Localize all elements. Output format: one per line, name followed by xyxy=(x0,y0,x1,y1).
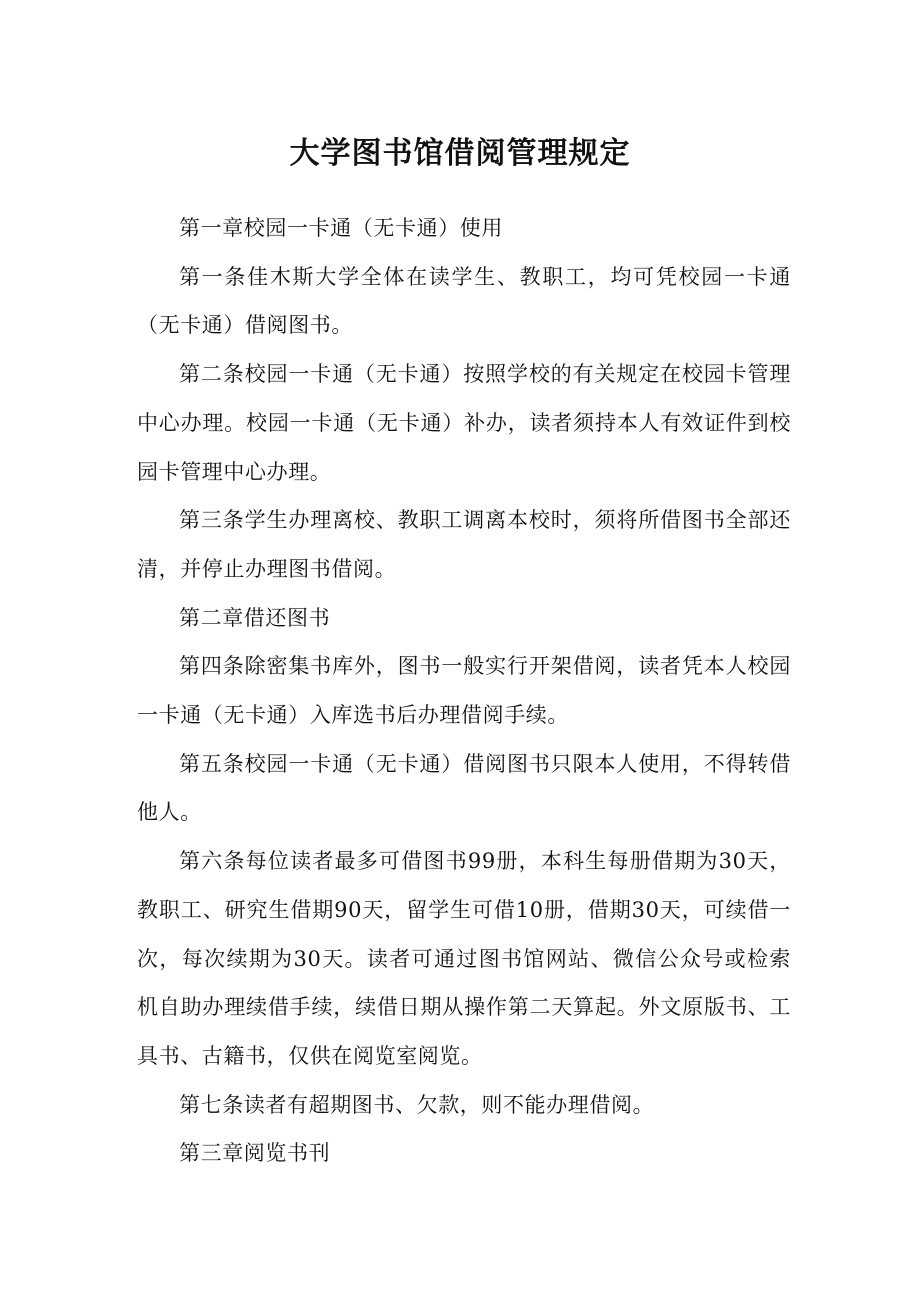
article-6: 第六条每位读者最多可借图书99册，本科生每册借期为30天，教职工、研究生借期90天，留学生可借10册，借期30天，可续借一次，每次续期为30天。读者可通过图书馆网站、微信公众号或检索机自助办理续借手续，续借日期从操作第二天算起。外文原版书、工具书、古籍书，仅供在阅览室阅览。 xyxy=(137,849,791,1068)
article-4: 第四条除密集书库外，图书一般实行开架借阅，读者凭本人校园一卡通（无卡通）入库选书后办理借阅手续。 xyxy=(137,654,791,728)
chapter-heading-2: 第二章借还图书 xyxy=(179,605,331,630)
document-body xyxy=(137,204,791,1178)
document-title: 大学图书馆借阅管理规定 xyxy=(289,136,631,171)
article-7: 第七条读者有超期图书、欠款，则不能办理借阅。 xyxy=(179,1092,655,1117)
chapter-heading-1: 第一章校园一卡通（无卡通）使用 xyxy=(179,216,503,240)
chapter-heading-3: 第三章阅览书刊 xyxy=(179,1141,331,1166)
article-3: 第三条学生办理离校、教职工调离本校时，须将所借图书全部还清，并停止办理图书借阅。 xyxy=(137,508,791,581)
article-2: 第二条校园一卡通（无卡通）按照学校的有关规定在校园卡管理中心办理。校园一卡通（无卡通）补办，读者须持本人有效证件到校园卡管理中心办理。 xyxy=(137,362,791,484)
article-1: 第一条佳木斯大学全体在读学生、教职工，均可凭校园一卡通（无卡通）借阅图书。 xyxy=(137,264,791,338)
article-5: 第五条校园一卡通（无卡通）借阅图书只限本人使用，不得转借他人。 xyxy=(137,751,791,825)
